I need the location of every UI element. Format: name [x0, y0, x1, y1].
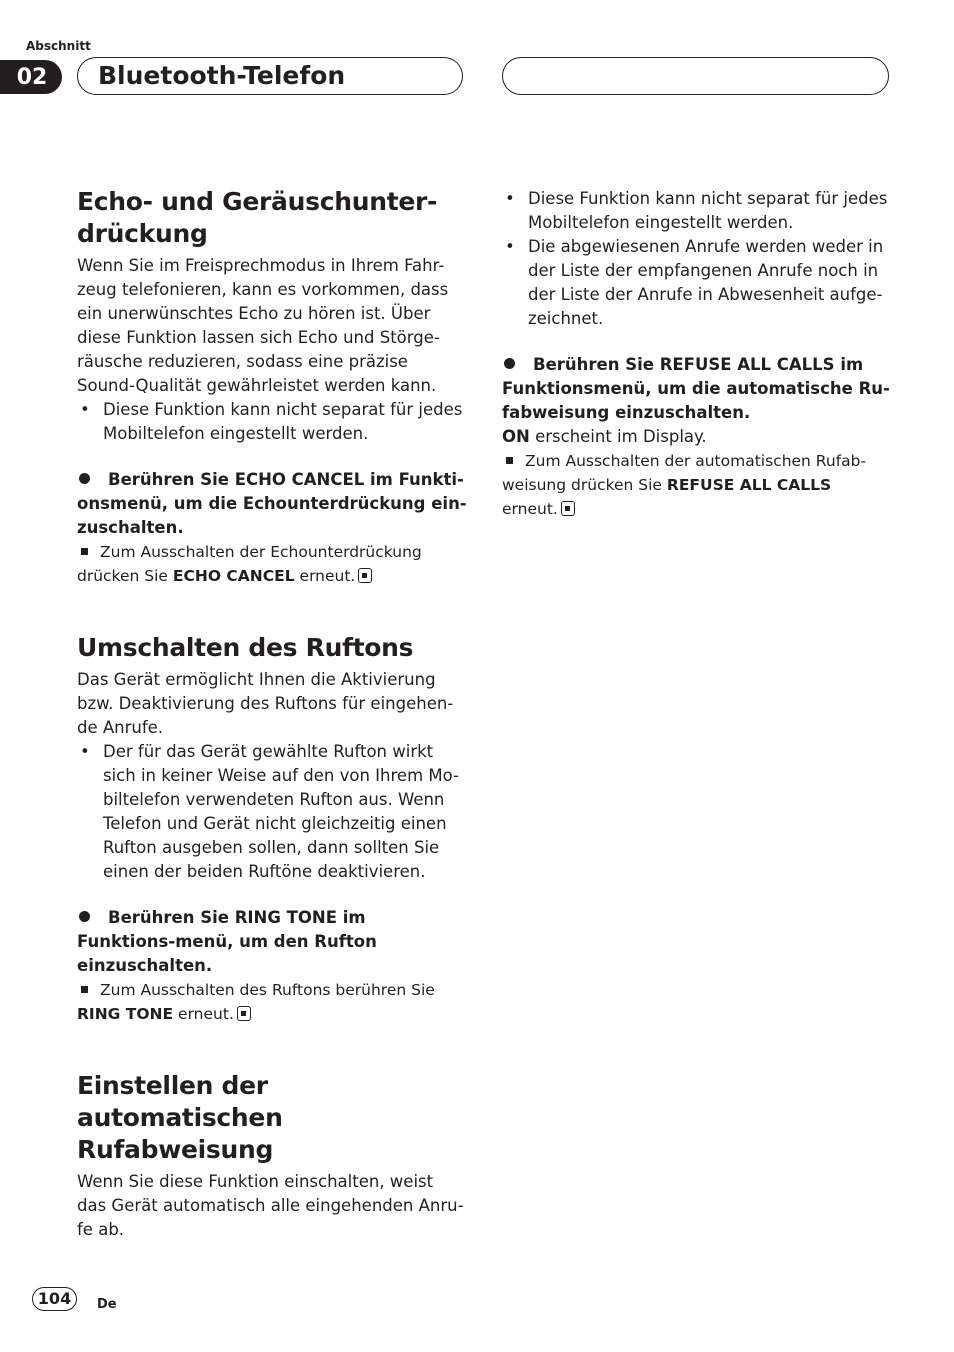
section-title: Bluetooth-Telefon	[98, 61, 346, 90]
section-number-badge: 02	[0, 60, 62, 94]
step-bullet-icon	[504, 358, 515, 369]
header-empty-frame	[502, 57, 889, 95]
echo-heading	[77, 186, 467, 250]
refuse-step-text: Berühren Sie REFUSE ALL CALLS im Funktionsmenü, um die automatische Ru-fabweisung einzuschalten.	[502, 355, 890, 422]
echo-body: Wenn Sie im Freisprechmodus in Ihrem Fahr-zeug telefonieren, kann es vorkommen, dass ein unerwünschtes Echo zu hören ist. Über diese Funktion lassen sich Echo und Störge-räusche reduzieren, sodass eine präzise Sound-Qualität gewährleistet werden kann.	[77, 256, 449, 395]
note-square-icon	[81, 548, 88, 555]
refuse-bullet-1: • Diese Funktion kann nicht separat für jedes Mobiltelefon eingestellt werden.	[502, 187, 892, 235]
ring-heading: Umschalten des Ruftons	[77, 633, 414, 662]
ring-step-text: Berühren Sie RING TONE im Funktions-menü, um den Rufton einzuschalten.	[77, 908, 377, 975]
echo-step-text: Berühren Sie ECHO CANCEL im Funkti-onsmenü, um die Echounterdrückung ein-zuschalten.	[77, 470, 467, 537]
echo-heading-line2: drückung	[77, 219, 208, 248]
right-column	[502, 187, 892, 521]
end-mark-icon	[561, 501, 575, 516]
echo-step	[77, 468, 467, 540]
echo-bullet: • Diese Funktion kann nicht separat für jedes Mobiltelefon eingestellt werden.	[77, 398, 467, 446]
refuse-note: Zum Ausschalten der automatischen Rufab-weisung drücken Sie REFUSE ALL CALLS erneut.	[502, 452, 867, 518]
refuse-heading-line2: Rufabweisung	[77, 1135, 274, 1164]
ring-body: Das Gerät ermöglicht Ihnen die Aktivierung bzw. Deaktivierung des Ruftons für eingehen-de Anrufe.	[77, 670, 454, 737]
note-square-icon	[506, 457, 513, 464]
page-number: 104	[32, 1287, 77, 1311]
ring-note: Zum Ausschalten des Ruftons berühren Sie RING TONE erneut.	[77, 981, 435, 1023]
left-column	[77, 186, 467, 1242]
step-bullet-icon	[79, 911, 90, 922]
refuse-result: ON erscheint im Display.	[502, 427, 707, 446]
language-code: De	[97, 1297, 117, 1312]
ring-bullet: • Der für das Gerät gewählte Rufton wirkt sich in keiner Weise auf den von Ihrem Mo-biltelefon verwendeten Rufton aus. Wenn Telefon und Gerät nicht gleichzeitig einen Rufton ausgeben sollen, dann sollten Sie einen der beiden Ruftöne deaktivieren.	[77, 740, 467, 884]
step-bullet-icon	[79, 473, 90, 484]
refuse-bullet-2: • Die abgewiesenen Anrufe werden weder in der Liste der empfangenen Anrufe noch in der Liste der Anrufe in Abwesenheit aufge-zeichnet.	[502, 235, 892, 331]
note-square-icon	[81, 986, 88, 993]
refuse-body: Wenn Sie diese Funktion einschalten, weist das Gerät automatisch alle eingehenden Anru-fe ab.	[77, 1172, 464, 1239]
echo-note: Zum Ausschalten der Echounterdrückung drücken Sie ECHO CANCEL erneut.	[77, 543, 422, 585]
end-mark-icon	[237, 1006, 251, 1021]
ring-step	[77, 906, 467, 978]
refuse-step	[502, 353, 892, 425]
refuse-heading-line1: Einstellen der automatischen	[77, 1071, 283, 1132]
echo-heading-line1: Echo- und Geräuschunter-	[77, 187, 438, 216]
section-label: Abschnitt	[26, 39, 91, 53]
refuse-heading	[77, 1070, 467, 1166]
end-mark-icon	[358, 568, 372, 583]
